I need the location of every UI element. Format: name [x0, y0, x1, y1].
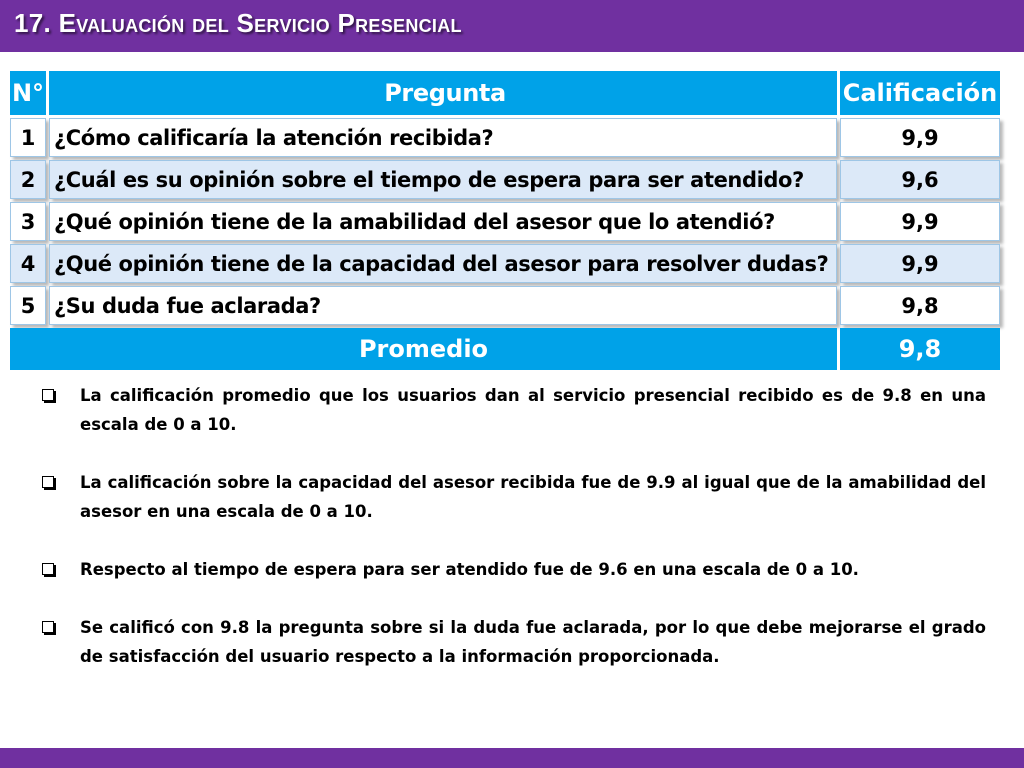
checkbox-bullet-icon [42, 476, 54, 488]
checkbox-bullet-icon [42, 563, 54, 575]
table-row [10, 202, 1000, 241]
row-score: 9,6 [840, 160, 1000, 199]
row-question: ¿Qué opinión tiene de la amabilidad del asesor que lo atendió? [49, 202, 837, 241]
findings-list [40, 381, 986, 700]
title-bar [0, 0, 1024, 52]
row-score: 9,9 [840, 202, 1000, 241]
average-label: Promedio [10, 328, 837, 370]
list-item [40, 381, 986, 439]
footer-bar [0, 748, 1024, 768]
checkbox-bullet-icon [42, 621, 54, 633]
table-row [10, 160, 1000, 199]
table-row [10, 244, 1000, 283]
row-question: ¿Qué opinión tiene de la capacidad del asesor para resolver dudas? [49, 244, 837, 283]
list-item [40, 555, 986, 584]
finding-text: Se calificó con 9.8 la pregunta sobre si la duda fue aclarada, por lo que debe mejorarse el grado de satisfacción del usuario respecto a la información proporcionada. [80, 618, 986, 666]
header-question: Pregunta [49, 71, 837, 115]
table-row [10, 286, 1000, 325]
row-question: ¿Cómo calificaría la atención recibida? [49, 118, 837, 157]
row-question: ¿Cuál es su opinión sobre el tiempo de espera para ser atendido? [49, 160, 837, 199]
finding-text: La calificación sobre la capacidad del asesor recibida fue de 9.9 al igual que de la amabilidad del asesor en una escala de 0 a 10. [80, 473, 986, 521]
row-score: 9,9 [840, 244, 1000, 283]
slide-title: 17. Evaluación del Servicio Presencial [14, 8, 462, 38]
list-item [40, 613, 986, 671]
row-score: 9,9 [840, 118, 1000, 157]
finding-text: La calificación promedio que los usuarios dan al servicio presencial recibido es de 9.8 en una escala de 0 a 10. [80, 386, 986, 434]
row-number: 2 [10, 160, 46, 199]
list-item [40, 468, 986, 526]
table-row [10, 118, 1000, 157]
evaluation-table [7, 68, 1003, 373]
checkbox-bullet-icon [42, 389, 54, 401]
row-question: ¿Su duda fue aclarada? [49, 286, 837, 325]
row-number: 1 [10, 118, 46, 157]
average-row [10, 328, 1000, 370]
finding-text: Respecto al tiempo de espera para ser atendido fue de 9.6 en una escala de 0 a 10. [80, 560, 859, 579]
table-header-row [10, 71, 1000, 115]
row-number: 4 [10, 244, 46, 283]
row-number: 3 [10, 202, 46, 241]
header-score: Calificación [840, 71, 1000, 115]
row-score: 9,8 [840, 286, 1000, 325]
header-number: N° [10, 71, 46, 115]
row-number: 5 [10, 286, 46, 325]
average-value: 9,8 [840, 328, 1000, 370]
